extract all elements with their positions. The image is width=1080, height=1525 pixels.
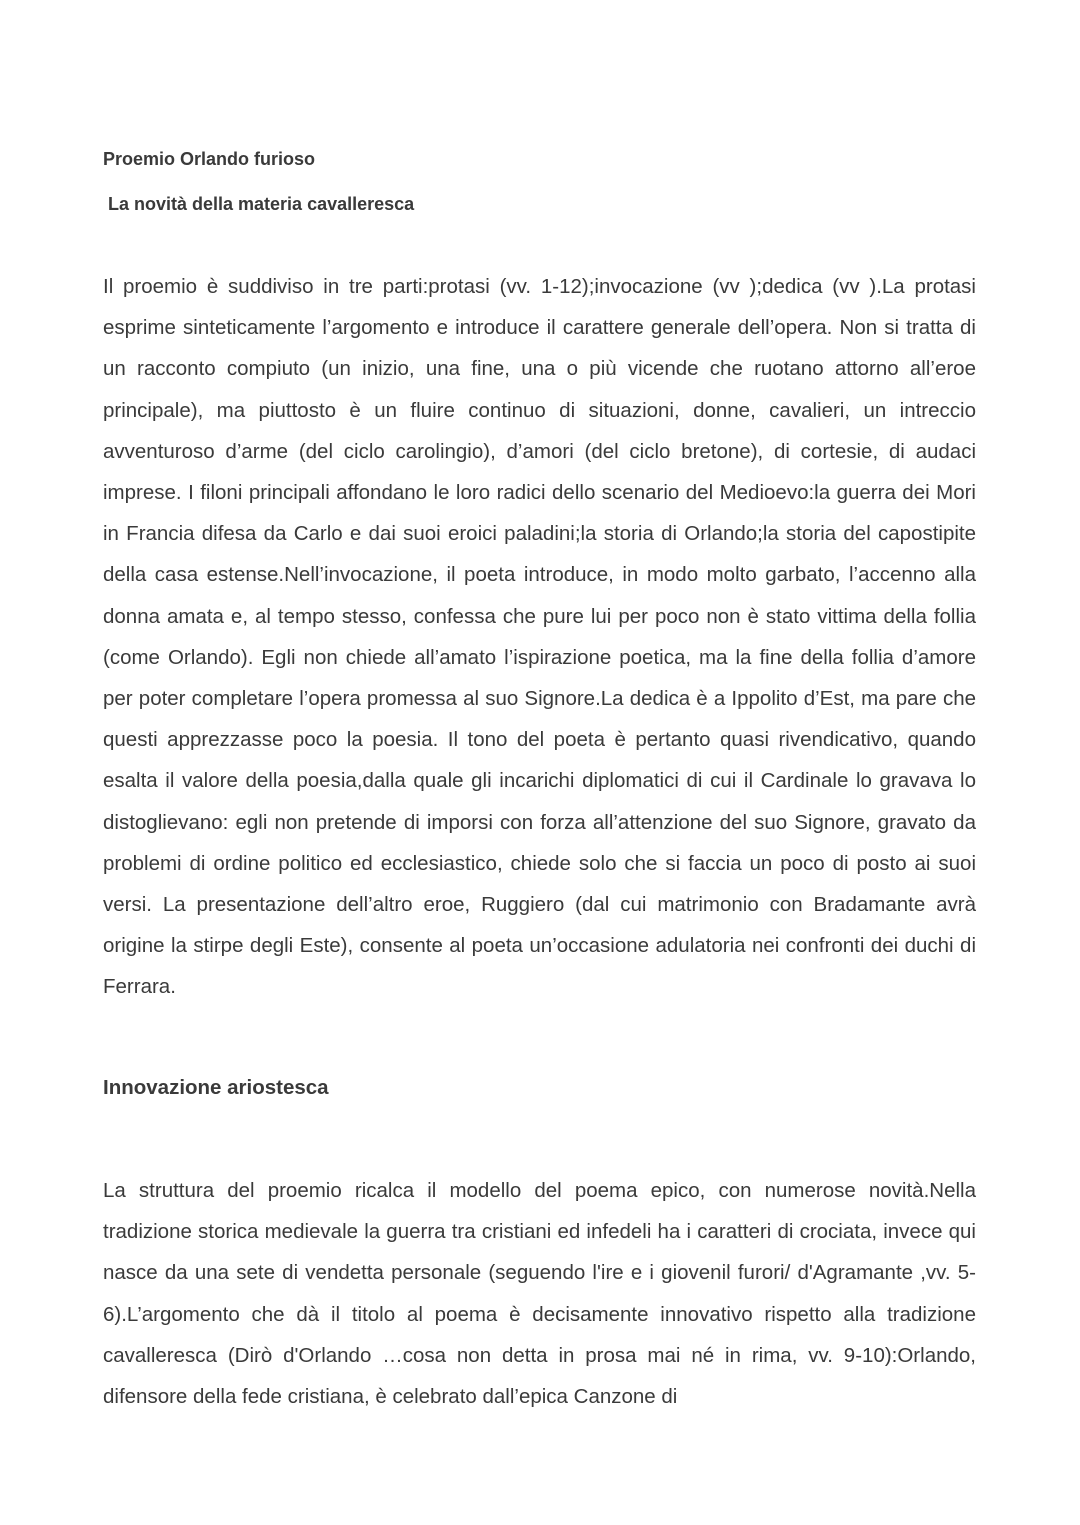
paragraph-innovazione: La struttura del proemio ricalca il modello del poema epico, con numerose novità.Nella tradizione storica medievale la guerra tra cristiani ed infedeli ha i caratteri di crociata, invece qui nasce da una sete di vendetta personale (seguendo l'ire e i giovenil furori/ d'Agramante ,vv. 5-6).L’argomento che dà il titolo al poema è decisamente innovativo rispetto alla tradizione cavalleresca (Dirò d'Orlando …cosa non detta in prosa mai né in rima, vv. 9-10):Orlando, difensore della fede cristiana, è celebrato dall’epica Canzone di (103, 1179, 976, 1409)
document-subtitle: La novità della materia cavalleresca (103, 194, 415, 214)
section-heading: Innovazione ariostesca (103, 1076, 329, 1099)
document-title: Proemio Orlando furioso (103, 149, 316, 169)
paragraph-proemio: Il proemio è suddiviso in tre parti:protasi (vv. 1-12);invocazione (vv );dedica (vv ).La protasi esprime sinteticamente l’argomento e introduce il carattere generale dell’opera. Non si tratta di un racconto compiuto (un inizio, una fine, una o più vicende che ruotano attorno all’eroe principale), ma piuttosto è un fluire continuo di situazioni, donne, cavalieri, un intreccio avventuroso d’arme (del ciclo carolingio), d’amori (del ciclo bretone), di cortesie, di audaci imprese. I filoni principali affondano le loro radici dello scenario del Medioevo:la guerra dei Mori in Francia difesa da Carlo e dai suoi eroici paladini;la storia di Orlando;la storia del capostipite della casa estense.Nell’invocazione, il poeta introduce, in modo molto garbato, l’accenno alla donna amata e, al tempo stesso, confessa che pure lui per poco non è stato vittima della follia (come Orlando). Egli non chiede all’amato l’ispirazione poetica, ma la fine della follia d’amore per poter completare l’opera promessa al suo Signore.La dedica è a Ippolito d’Est, ma pare che questi apprezzasse poco la poesia. Il tono del poeta è pertanto quasi rivendicativo, quando esalta il valore della poesia,dalla quale gli incarichi diplomatici di cui il Cardinale lo gravava lo distoglievano: egli non pretende di imporsi con forza all’attenzione del suo Signore, gravato da problemi di ordine politico ed ecclesiastico, chiede solo che si faccia un poco di posto ai suoi versi. La presentazione dell’altro eroe, Ruggiero (dal cui matrimonio con Bradamante avrà origine la stirpe degli Este), consente al poeta un’occasione adulatoria nei confronti dei duchi di Ferrara. (103, 275, 976, 999)
